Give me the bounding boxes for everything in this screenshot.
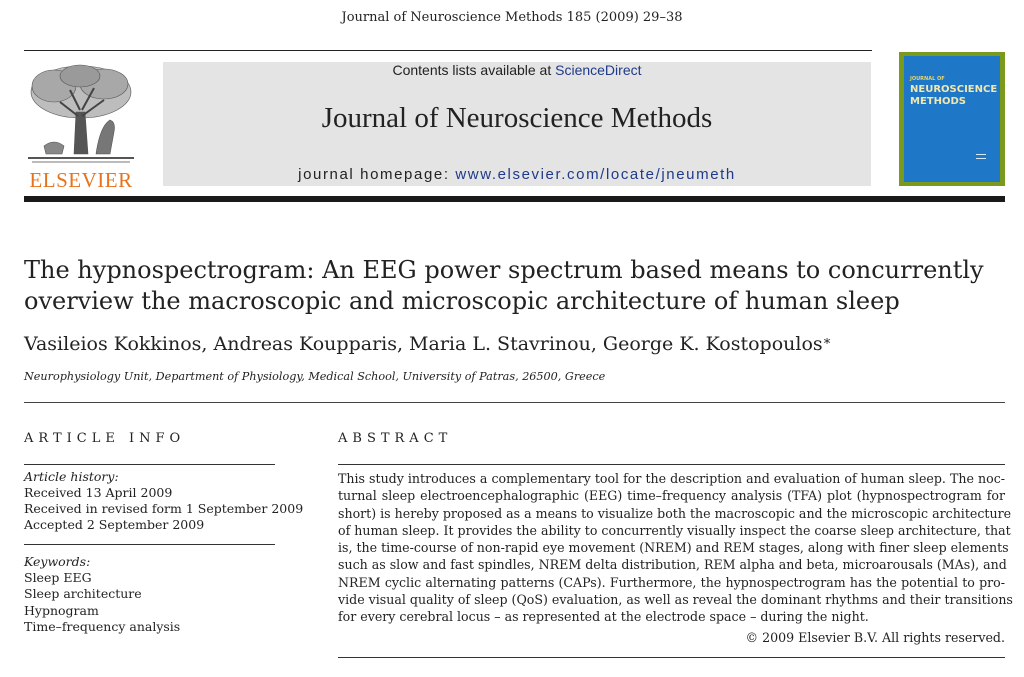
cover-mark <box>976 154 986 159</box>
section-rule <box>24 402 1005 403</box>
abstract-line: vide visual quality of sleep (QoS) evaluation, as well as reveal the dominant rhythms and their transitions <box>338 592 1013 608</box>
journal-cover <box>899 52 1005 186</box>
elsevier-tree-icon <box>24 62 138 166</box>
affiliation: Neurophysiology Unit, Department of Physiology, Medical School, University of Patras, 26500, Greece <box>24 370 606 383</box>
homepage-prefix: journal homepage: <box>298 166 456 183</box>
abstract-line: such as slow and fast spindles, NREM delta distribution, REM alpha and beta, microarousals (MAs), and <box>338 557 1007 573</box>
history-item: Received 13 April 2009 <box>24 485 173 500</box>
article-title <box>24 255 1014 317</box>
abstract-rule <box>338 657 1005 658</box>
abstract-line: turnal sleep electroencephalographic (EEG) time–frequency analysis (TFA) plot (hypnospectrogram for <box>338 488 1005 504</box>
keyword-item: Sleep EEG <box>24 570 92 585</box>
abstract-line: of human sleep. It provides the ability to concurrently visually inspect the coarse sleep architecture, that <box>338 522 1011 538</box>
homepage-line <box>163 166 871 183</box>
history-item: Accepted 2 September 2009 <box>24 517 205 532</box>
sciencedirect-link[interactable]: ScienceDirect <box>555 62 642 78</box>
publisher-name: ELSEVIER <box>29 168 133 192</box>
article-info-heading: ARTICLE INFO <box>24 431 186 446</box>
contents-line <box>163 62 871 78</box>
authors-text: Vasileios Kokkinos, Andreas Koupparis, Maria L. Stavrinou, George K. Kostopoulos <box>24 333 823 355</box>
keyword-item: Sleep architecture <box>24 586 142 601</box>
running-head: Journal of Neuroscience Methods 185 (2009) 29–38 <box>341 10 683 25</box>
history-item: Received in revised form 1 September 2009 <box>24 501 304 516</box>
journal-cover-panel <box>904 56 1000 182</box>
article-title-line: The hypnospectrogram: An EEG power spectrum based means to concurrently <box>24 256 984 284</box>
cover-title-line: NEUROSCIENCE <box>910 84 998 95</box>
article-info-rule <box>24 464 275 465</box>
abstract-line: short) is hereby proposed as a means to visualize both the macroscopic and the microscopic architecture <box>338 505 1012 521</box>
homepage-link[interactable]: www.elsevier.com/locate/jneumeth <box>455 166 736 183</box>
cover-title-line: METHODS <box>910 96 966 107</box>
abstract-line: for every cerebral locus – as represented at the electrode space – during the night. <box>338 609 869 625</box>
article-title-line: overview the macroscopic and microscopic architecture of human sleep <box>24 287 900 315</box>
abstract-body <box>338 470 1013 626</box>
journal-name: Journal of Neuroscience Methods <box>321 102 713 134</box>
abstract-heading: ABSTRACT <box>338 431 453 446</box>
keyword-item: Time–frequency analysis <box>24 619 181 634</box>
abstract-line: This study introduces a complementary tool for the description and evaluation of human sleep. The noc- <box>338 471 1005 486</box>
article-info-rule <box>24 544 275 545</box>
author-list <box>24 333 1014 355</box>
abstract-line: NREM cyclic alternating patterns (CAPs). Furthermore, the hypnospectrogram has the potential to pro- <box>338 574 1005 590</box>
corresponding-author-mark[interactable]: ∗ <box>822 334 832 349</box>
contents-prefix: Contents lists available at <box>392 62 556 78</box>
cover-title <box>910 84 1000 108</box>
header-thick-rule <box>24 196 1005 202</box>
keywords-label: Keywords: <box>24 554 91 569</box>
copyright: © 2009 Elsevier B.V. All rights reserved. <box>745 630 1005 645</box>
history-label: Article history: <box>24 469 119 484</box>
top-rule <box>24 50 872 51</box>
abstract-rule <box>338 464 1005 465</box>
abstract-line: is, the time-course of non-rapid eye movement (NREM) and REM stages, along with finer sleep elements <box>338 540 1009 556</box>
journal-banner <box>163 62 871 186</box>
cover-small-text: JOURNAL OF <box>910 76 945 82</box>
keyword-item: Hypnogram <box>24 603 99 618</box>
